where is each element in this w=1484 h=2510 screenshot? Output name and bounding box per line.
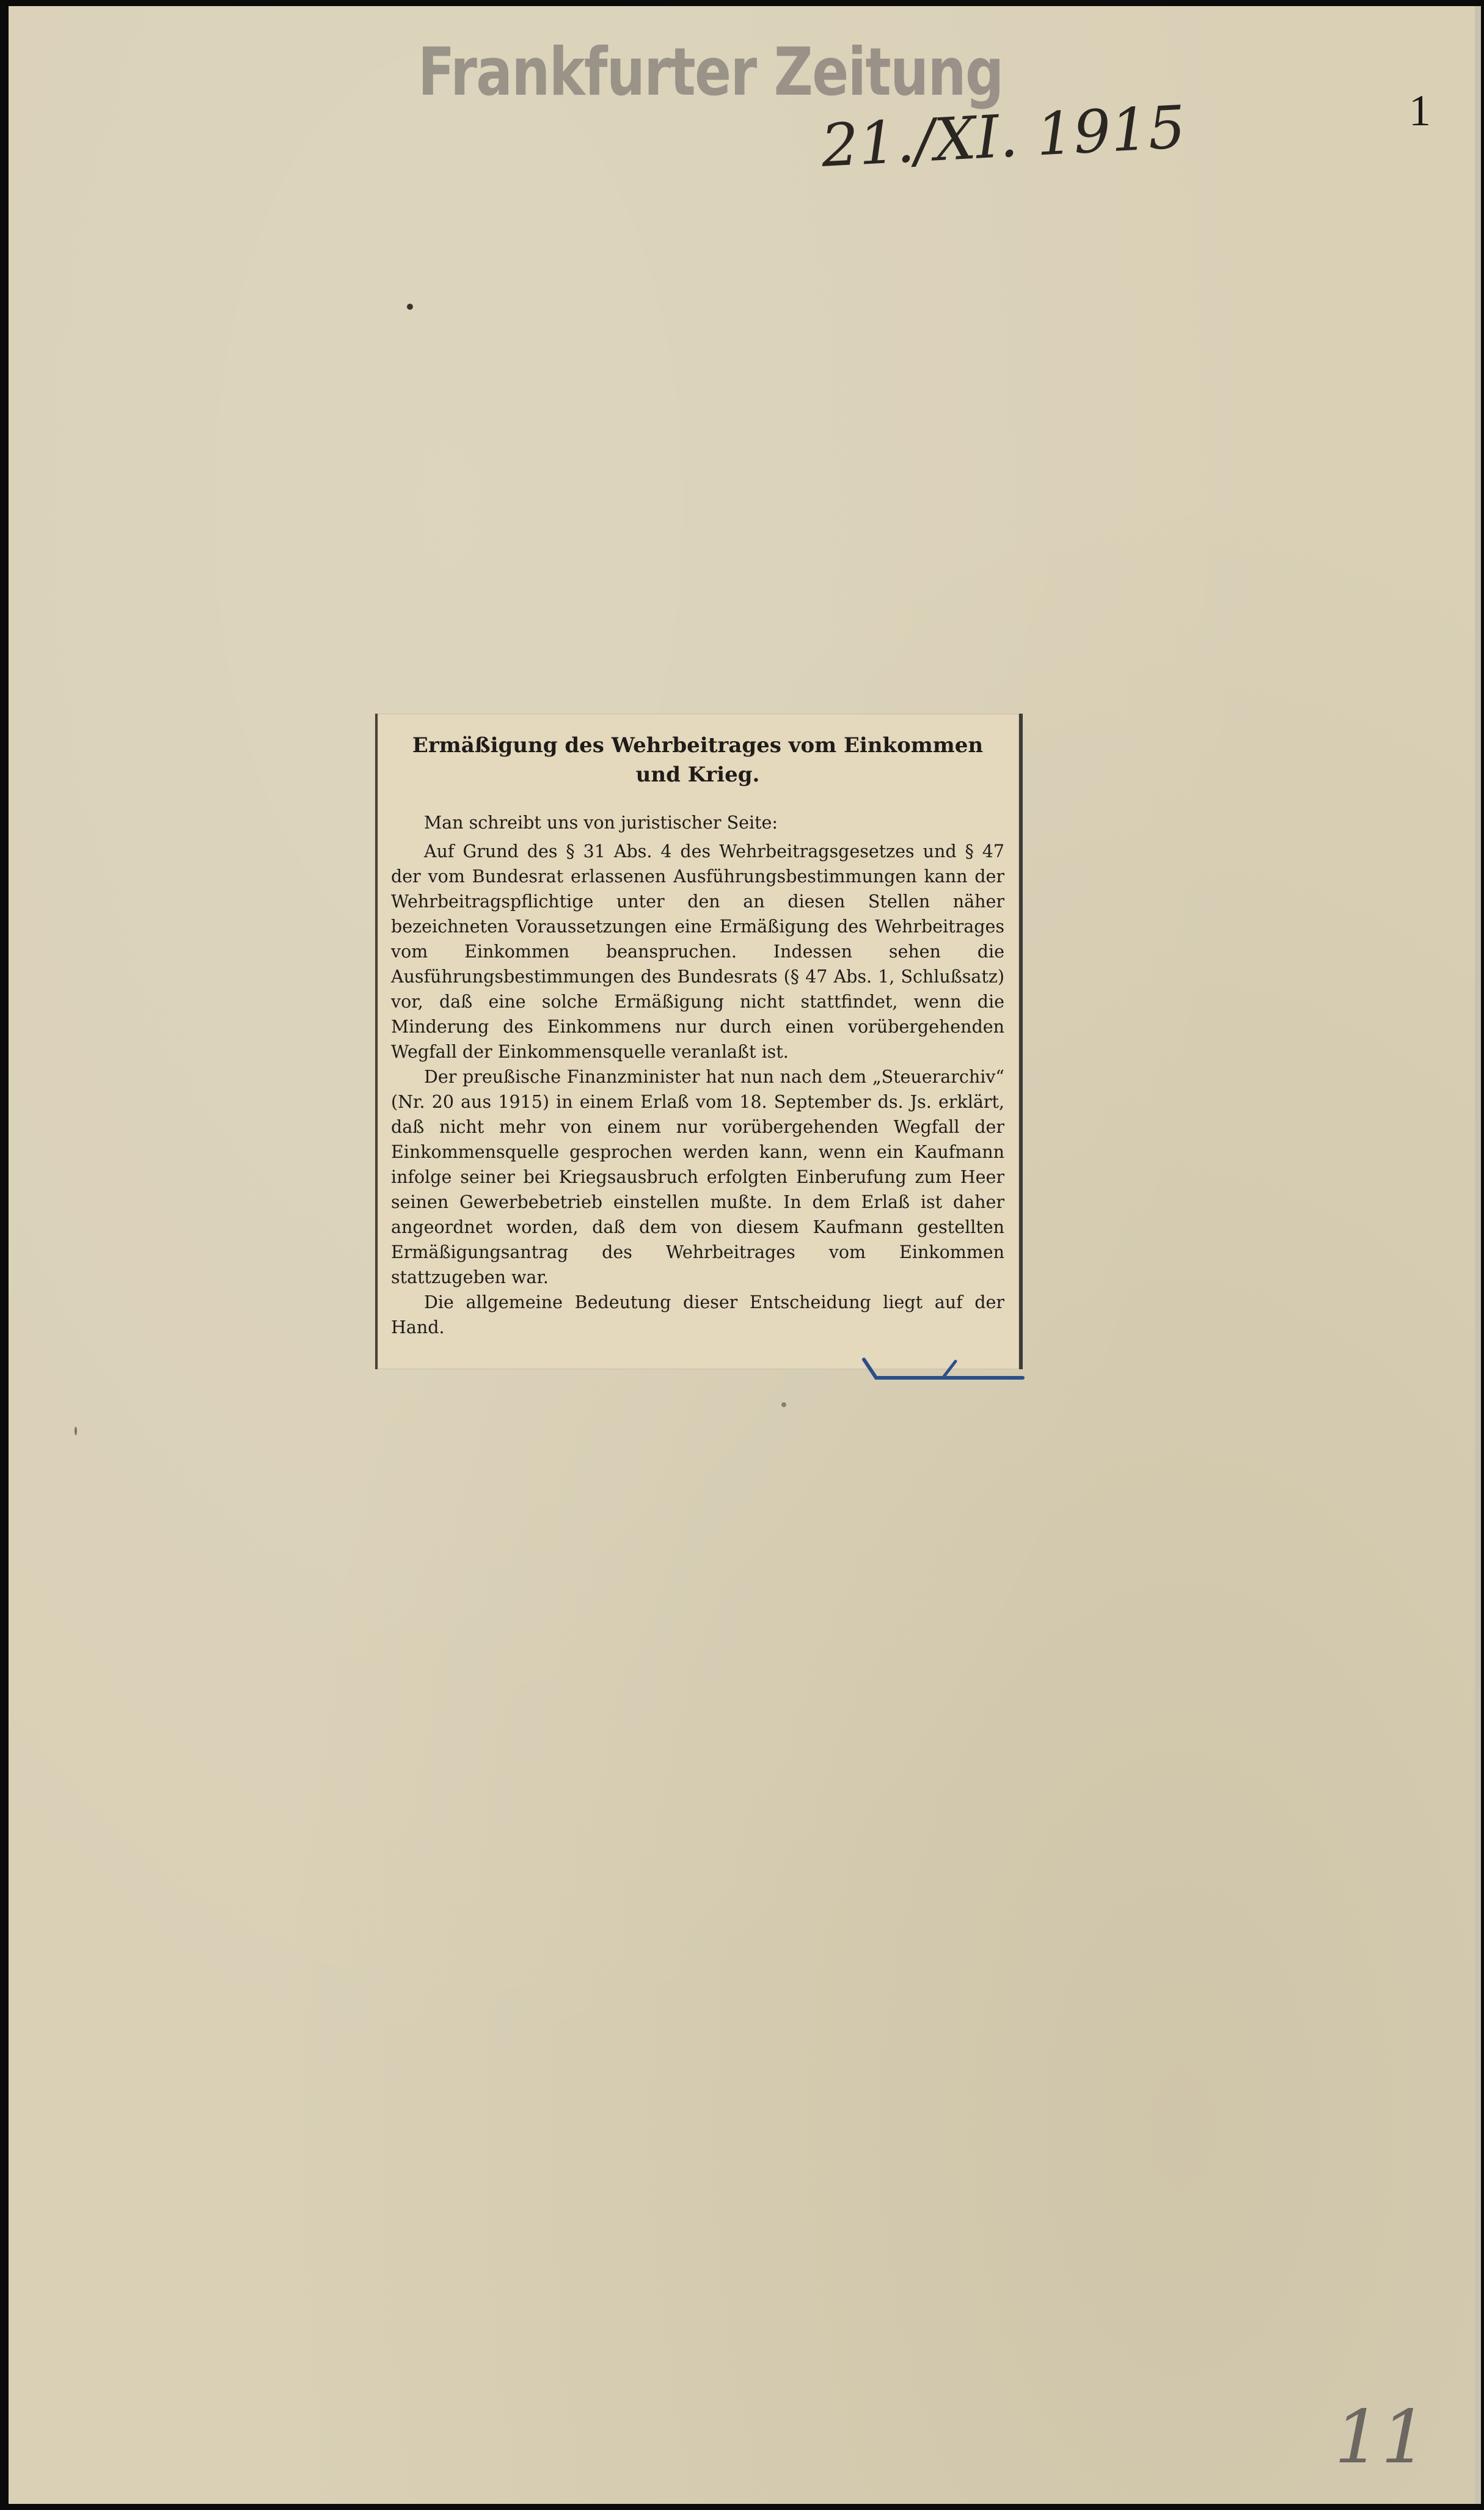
clipping-paragraph: Auf Grund des § 31 Abs. 4 des Wehrbeitragsgesetzes und § 47 der vom Bundesrat erlassenen Ausführungsbestimmungen kann der Wehrbeitragspflichtige unter den an diesen Stellen näher bezeichneten Voraussetzungen eine Ermäßigung des Wehrbeitrages vom Einkommen beanspruchen. Indessen sehen die Ausführungsbestimmungen des Bundesrats (§ 47 Abs. 1, Schlußsatz) vor, daß eine solche Ermäßigung nicht stattfindet, wenn die Minderung des Einkommens nur durch einen vorübergehenden Wegfall der Einkommensquelle veranlaßt ist. xyxy=(391,841,1004,1062)
page-number: 1 xyxy=(1409,86,1431,135)
newspaper-stamp: Frankfurter Zeitung xyxy=(418,34,1003,111)
clipping-paragraph: Der preußische Finanzminister hat nun nach dem „Steuerarchiv“ (Nr. 20 aus 1915) in einem Erlaß vom 18. September ds. Js. erklärt, daß nicht mehr von einem nur vorübergehenden Wegfall der Einkommensquelle gesprochen werden kann, wenn ein Kaufmann infolge seiner bei Kriegsausbruch erfolgten Einberufung zum Heer seinen Gewerbebetrieb einstellen mußte. In dem Erlaß ist daher angeordnet worden, daß dem von diesem Kaufmann gestellten Ermäßigungsantrag des Wehrbeitrages vom Einkommen stattzugeben war. xyxy=(391,1067,1004,1287)
speck xyxy=(781,1402,786,1407)
newspaper-clipping xyxy=(375,714,1023,1369)
archive-page xyxy=(9,6,1481,2504)
pencil-folio-mark: 11 xyxy=(1334,2395,1428,2480)
clipping-headline: Ermäßigung des Wehrbeitrages vom Einkommen und Krieg. xyxy=(412,733,984,787)
handwritten-date: 21./XI. 1915 xyxy=(819,92,1188,181)
blue-pencil-mark xyxy=(852,1356,1035,1381)
speck xyxy=(75,1427,77,1435)
clipping-paragraph: Man schreibt uns von juristischer Seite: xyxy=(424,813,778,833)
clipping-paragraph: Die allgemeine Bedeutung dieser Entscheidung liegt auf der Hand. xyxy=(391,1292,1004,1337)
speck xyxy=(407,304,413,310)
